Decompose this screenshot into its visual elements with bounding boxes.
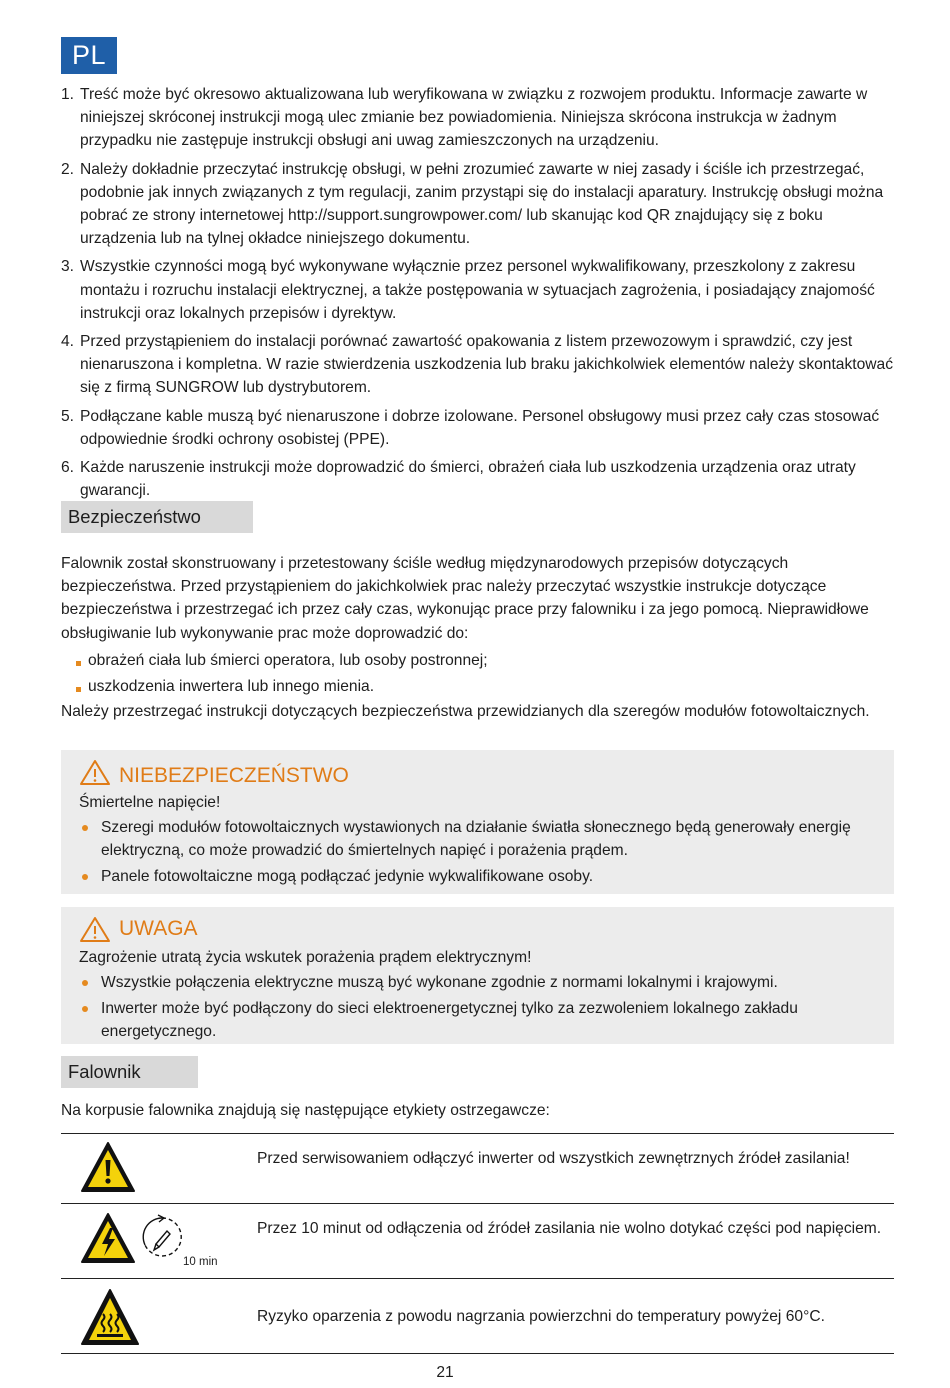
- inverter-intro: Na korpusie falownika znajdują się następujące etykiety ostrzegawcze:: [61, 1102, 550, 1119]
- language-badge: PL: [61, 37, 117, 74]
- item-text: Szeregi modułów fotowoltaicznych wystawionych na działanie światła słonecznego będą generowały energię elektryczną, co może prowadzić do śmiertelnych napięć i porażenia prądem.: [101, 819, 851, 860]
- label-description: Przez 10 minut od odłączenia od źródeł zasilania nie wolno dotykać części pod napięciem.: [257, 1220, 882, 1237]
- warning-labels-table: [61, 1133, 894, 1354]
- item-text: Należy dokładnie przeczytać instrukcję obsługi, w pełni zrozumieć zawarte w niej zasady i ściśle ich przestrzegać, podobnie jak innych związanych z tym regulacji, zanim przystąpi się do instalacji aparatury. Instrukcję obsługi można pobrać ze strony internetowej http://support.sungrowpower.com/ lub skanując kod QR znajdujący się z boku urządzenia lub na tylnej okładce niniejszego dokumentu.: [80, 160, 884, 248]
- intro-list: [61, 83, 901, 507]
- warning-triangle-icon: [79, 759, 111, 786]
- hot-surface-icon: [80, 1288, 140, 1346]
- bullet-dot-icon: [82, 980, 88, 986]
- timer-icon: [141, 1212, 183, 1266]
- list-item: [79, 865, 894, 888]
- list-item: [61, 456, 901, 502]
- safety-bullets: [76, 649, 488, 701]
- list-item: [61, 83, 901, 153]
- danger-title: NIEBEZPIECZEŃSTWO: [119, 764, 349, 787]
- warning-subtitle: Zagrożenie utratą życia wskutek porażenia prądem elektrycznym!: [79, 949, 532, 966]
- danger-list: [79, 816, 894, 892]
- item-text: Podłączane kable muszą być nienaruszone i dobrze izolowane. Personel obsługowy musi przez cały czas stosować odpowiednie środki ochrony osobistej (PPE).: [80, 407, 880, 448]
- item-number: 6.: [61, 459, 75, 477]
- bullet-dot-icon: [82, 825, 88, 831]
- warning-title: UWAGA: [119, 917, 198, 940]
- bullet-text: uszkodzenia inwertera lub innego mienia.: [88, 678, 375, 696]
- item-text: Inwerter może być podłączony do sieci elektroenergetycznej tylko za zezwoleniem lokalnego zakładu energetycznego.: [101, 1000, 798, 1041]
- danger-subtitle: Śmiertelne napięcie!: [79, 794, 221, 811]
- list-item: [61, 330, 901, 400]
- warning-box: [61, 907, 894, 1044]
- table-row: [61, 1134, 894, 1204]
- bullet-dot-icon: [82, 874, 88, 880]
- safety-paragraph: Falownik został skonstruowany i przetestowany ściśle według międzynarodowych przepisów dotyczących bezpieczeństwa. Przed przystąpieniem do jakichkolwiek prac należy przeczytać wszystkie instrukcje dotyczące bezpieczeństwa i przestrzegać ich przez cały czas, wykonując prace przy falowniku i za jego pomocą. Nieprawidłowe obsługiwanie lub wykonywanie prac może doprowadzić do:: [61, 555, 869, 642]
- item-text: Panele fotowoltaiczne mogą podłączać jedynie wykwalifikowane osoby.: [101, 868, 594, 886]
- safety-note: Należy przestrzegać instrukcji dotyczących bezpieczeństwa przewidzianych dla szeregów modułów fotowoltaicznych.: [61, 703, 870, 720]
- list-item: [76, 649, 488, 672]
- item-number: 1.: [61, 86, 75, 103]
- label-description: Ryzyko oparzenia z powodu nagrzania powierzchni do temperatury powyżej 60°C.: [257, 1308, 825, 1325]
- list-item: [76, 675, 488, 698]
- inverter-heading: Falownik: [61, 1056, 198, 1088]
- item-text: Wszystkie połączenia elektryczne muszą być wykonane zgodnie z normami lokalnymi i krajowymi.: [101, 974, 778, 991]
- safety-heading: Bezpieczeństwo: [61, 501, 253, 533]
- list-item: [79, 816, 894, 862]
- table-row: [61, 1279, 894, 1354]
- list-item: [79, 971, 894, 994]
- list-item: [61, 405, 901, 451]
- bullet-dot-icon: [82, 1006, 88, 1012]
- list-item: [61, 255, 901, 325]
- general-warning-icon: [80, 1141, 136, 1193]
- item-text: Treść może być okresowo aktualizowana lub weryfikowana w związku z rozwojem produktu. Informacje zawarte w niniejszej skróconej instrukcji mogą ulec zmianie bez powiadomienia. Niniejsza skrócona instrukcja w żadnym przypadku nie zastępuje instrukcji obsługi ani uwag zamieszczonych na urządzeniu.: [80, 86, 868, 150]
- label-description: Przed serwisowaniem odłączyć inwerter od wszystkich zewnętrznych źródeł zasilania!: [257, 1150, 850, 1167]
- warning-list: [79, 971, 894, 1047]
- item-text: Wszystkie czynności mogą być wykonywane wyłącznie przez personel wykwalifikowany, przeszkolony z zakresu montażu i rozruchu instalacji elektrycznej, a także postępowania w sytuacjach zagrożenia, i posiadający znajomość instrukcji oraz lokalnych przepisów i dyrektyw.: [80, 258, 875, 322]
- danger-box: [61, 750, 894, 894]
- item-number: 4.: [61, 333, 75, 351]
- bullet-square-icon: [76, 687, 81, 692]
- list-item: [79, 997, 894, 1043]
- bullet-text: obrażeń ciała lub śmierci operatora, lub osoby postronnej;: [88, 652, 488, 669]
- bullet-square-icon: [76, 661, 81, 666]
- warning-triangle-icon: [79, 916, 111, 943]
- high-voltage-icon: [80, 1212, 136, 1264]
- page-number: 21: [436, 1364, 454, 1381]
- table-row: [61, 1204, 894, 1279]
- item-text: Każde naruszenie instrukcji może doprowadzić do śmierci, obrażeń ciała lub uszkodzenia urządzenia oraz utraty gwarancji.: [80, 459, 856, 500]
- list-item: [61, 158, 901, 251]
- item-number: 2.: [61, 160, 75, 178]
- item-number: 3.: [61, 258, 75, 276]
- timer-caption: 10 min: [183, 1256, 218, 1268]
- item-text: Przed przystąpieniem do instalacji porównać zawartość opakowania z listem przewozowym i sprawdzić, czy jest nienaruszona i kompletna. W razie stwierdzenia uszkodzenia lub braku jakichkolwiek elementów należy skontaktować się z firmą SUNGROW lub dystrybutorem.: [80, 333, 894, 397]
- item-number: 5.: [61, 407, 75, 425]
